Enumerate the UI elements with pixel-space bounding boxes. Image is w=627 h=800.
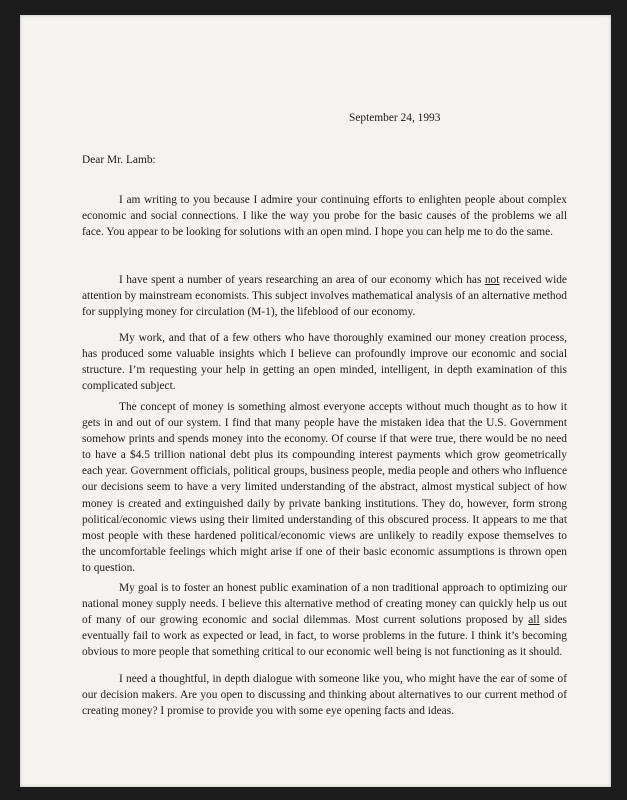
paragraph-1: I am writing to you because I admire your continuing efforts to enlighten people about complex economic and social connections. I like the way you probe for the basic causes of the problems we all face. You appear to be looking for solutions with an open mind. I hope you can help me to do the same. — [82, 194, 567, 239]
paragraph-4: The concept of money is something almost everyone accepts without much thought as to how it gets in and out of our system. I find that many people have the mistaken idea that the U.S. Government somehow prints and spends money into the economy. Of course if that were true, there would be no need to have a $4.5 trillion national debt plus its compounding interest payments which grow geometrically each year. Government officials, political groups, business people, media people and others who influence our decisions seem to have a very limited understanding of the abstract, almost mystical subject of how money is created and extinguished daily by private banking institutions. They do, however, form strong political/economic views using their limited understanding of this obscured process. It appears to me that most people with these hardened political/economic views are unlikely to readily expose themselves to the uncomfortable feelings which might arise if one of their basic economic assumptions is thrown open to question. — [82, 401, 567, 574]
letter-date: September 24, 1993 — [349, 112, 441, 124]
paragraph-2-text-after: received wide attention by mainstream economists. This subject involves mathematical analysis of an alternative method for supplying money for circulation (M-1), the lifeblood of our economy. — [82, 274, 567, 319]
letter-page — [20, 15, 611, 787]
paragraph-5-text-after: sides eventually fail to work as expected or lead, in fact, to worse problems in the future. I think it’s becoming obvious to more people that something critical to our economic well being is not functioning as it should. — [82, 614, 567, 659]
paragraph-3: My work, and that of a few others who have thoroughly examined our money creation process, has produced some valuable insights which I believe can profoundly improve our economic and social structure. I’m requesting your help in getting an open minded, intelligent, in depth examination of this complicated subject. — [82, 332, 567, 393]
paragraph-5 — [82, 580, 567, 660]
paragraph-5-text-before: My goal is to foster an honest public examination of a non traditional approach to optimizing our national money supply needs. I believe this alternative method of creating money can quickly help us out of many of our growing economic and social dilemmas. Most current solutions proposed by — [82, 582, 567, 627]
salutation: Dear Mr. Lamb: — [82, 154, 156, 166]
underlined-word-all: all — [528, 614, 540, 627]
paragraph-2 — [82, 272, 567, 320]
paragraph-2-text-before: I have spent a number of years researching an area of our economy which has — [119, 274, 485, 286]
paragraph-6: I need a thoughtful, in depth dialogue with someone like you, who might have the ear of some of our decision makers. Are you open to discussing and thinking about alternatives to our current method of creating money? I promise to provide you with some eye opening facts and ideas. — [82, 673, 567, 718]
underlined-word-not: not — [484, 274, 500, 286]
